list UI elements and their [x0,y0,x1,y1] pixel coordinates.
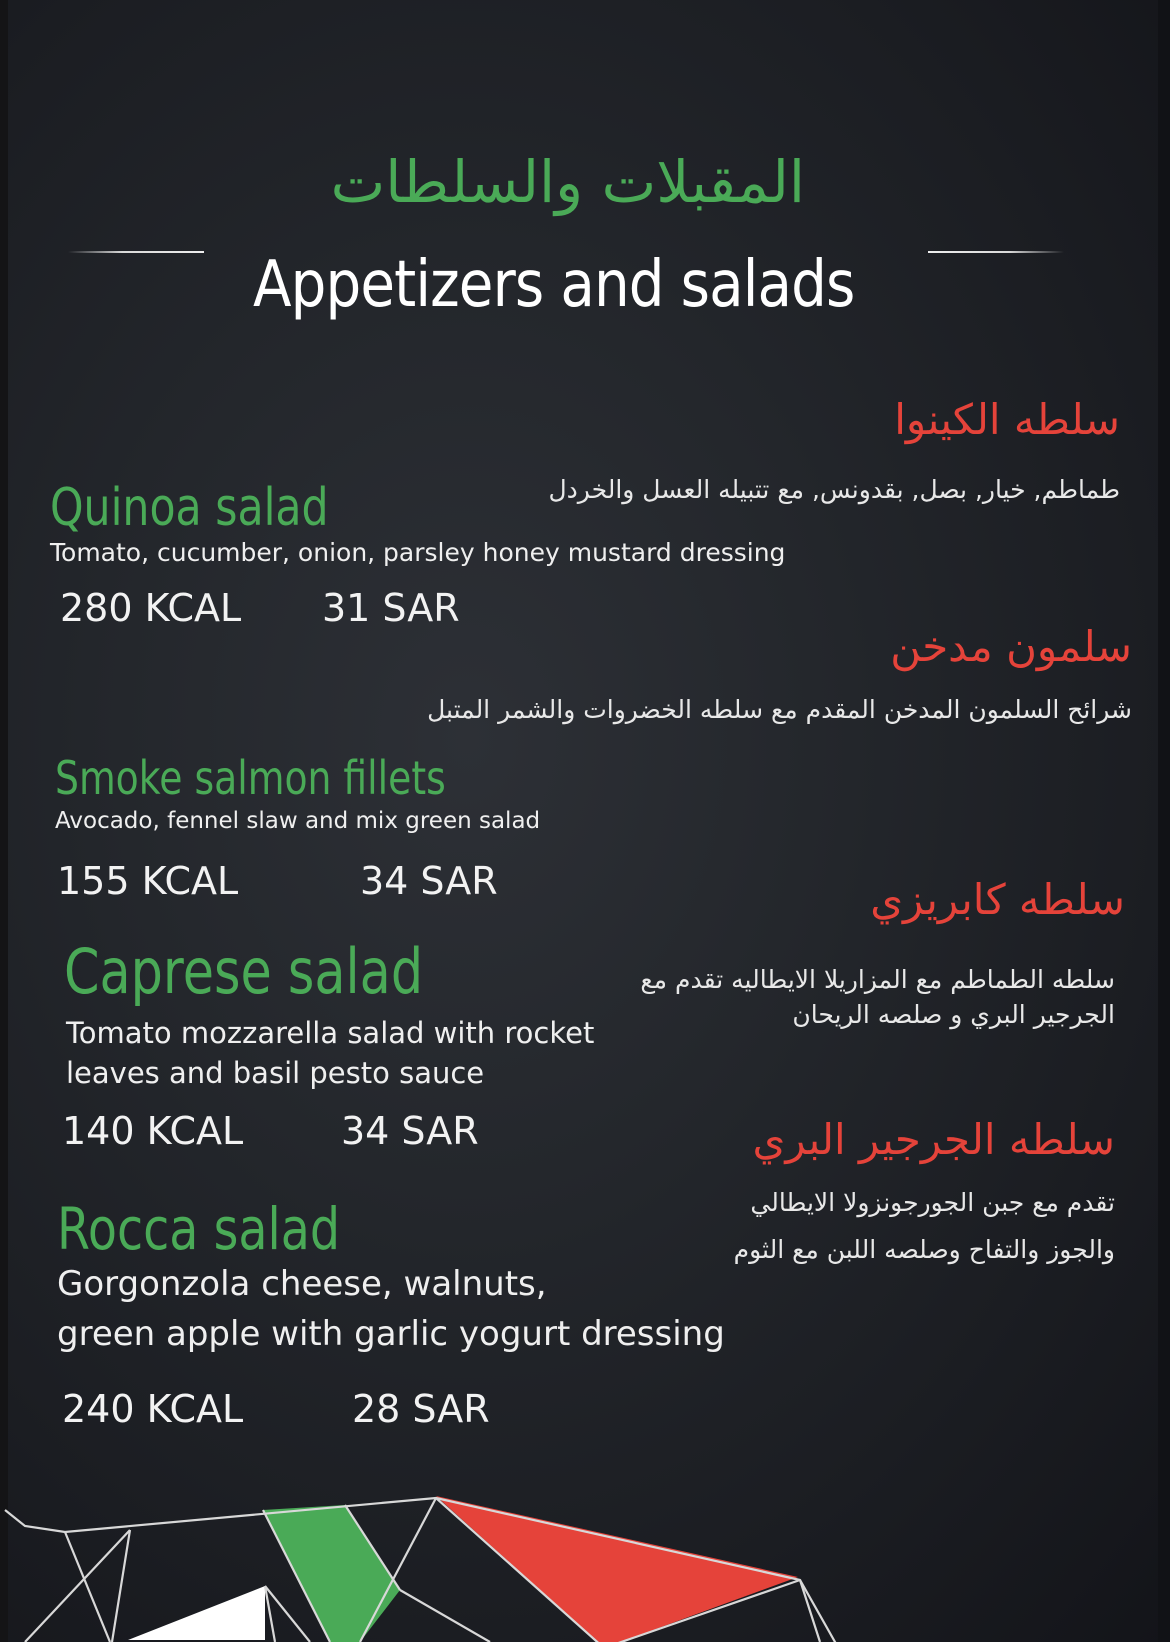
frame-edge-right [1158,0,1170,1642]
menu-item-name-english: Quinoa salad [50,478,329,538]
menu-item-desc-english: green apple with garlic yogurt dressing [57,1314,725,1354]
menu-item-desc-arabic: تقدم مع جبن الجورجونزولا الايطالي [750,1188,1115,1217]
menu-item-name-english: Rocca salad [57,1195,341,1263]
menu-item-calories: 140 KCAL [62,1109,244,1153]
menu-item-desc-arabic: والجوز والتفاح وصلصه اللبن مع الثوم [733,1235,1115,1264]
geometric-tent-illustration [0,1480,1170,1642]
menu-item-name-arabic: سلطه الكينوا [894,395,1120,444]
menu-item-name-english: Caprese salad [64,935,424,1008]
menu-item-desc-english: Gorgonzola cheese, walnuts, [57,1264,547,1304]
menu-item-desc-english: Tomato mozzarella salad with rocket [66,1016,595,1050]
title-divider-right [928,251,1064,253]
menu-item-desc-arabic: سلطه الطماطم مع المزاريلا الايطاليه تقدم مع [640,965,1115,994]
menu-item-price: 28 SAR [352,1387,490,1431]
menu-item-calories: 280 KCAL [60,586,242,630]
menu-item-calories: 240 KCAL [62,1387,244,1431]
tent-red-panel [436,1496,798,1642]
menu-item-desc-arabic: شرائح السلمون المدخن المقدم مع سلطه الخضروات والشمر المتبل [427,695,1132,724]
menu-item-desc-english: Tomato, cucumber, onion, parsley honey mustard dressing [50,538,786,567]
menu-item-name-arabic: سلطه كابريزي [870,875,1125,924]
frame-edge-left [0,0,8,1642]
menu-item-name-english: Smoke salmon fillets [55,751,446,805]
menu-item-desc-arabic: طماطم, خيار, بصل, بقدونس, مع تتبيله العسل والخردل [548,475,1120,504]
tent-green-panel [263,1505,400,1642]
menu-item-price: 34 SAR [360,859,498,903]
menu-item-desc-arabic: الجرجير البري و صلصه الريحان [792,1000,1115,1029]
menu-item-price: 34 SAR [341,1109,479,1153]
menu-item-price: 31 SAR [322,586,460,630]
page-title-arabic: المقبلات والسلطات [330,148,805,216]
menu-item-calories: 155 KCAL [57,859,239,903]
page-title-english: Appetizers and salads [253,248,855,322]
menu-item-name-arabic: سلمون مدخن [890,622,1132,671]
menu-item-desc-english: leaves and basil pesto sauce [66,1056,485,1090]
tent-white-panel [128,1586,265,1640]
menu-item-name-arabic: سلطه الجرجير البري [752,1115,1115,1164]
title-divider-left [68,251,204,253]
menu-item-desc-english: Avocado, fennel slaw and mix green salad [55,808,541,834]
